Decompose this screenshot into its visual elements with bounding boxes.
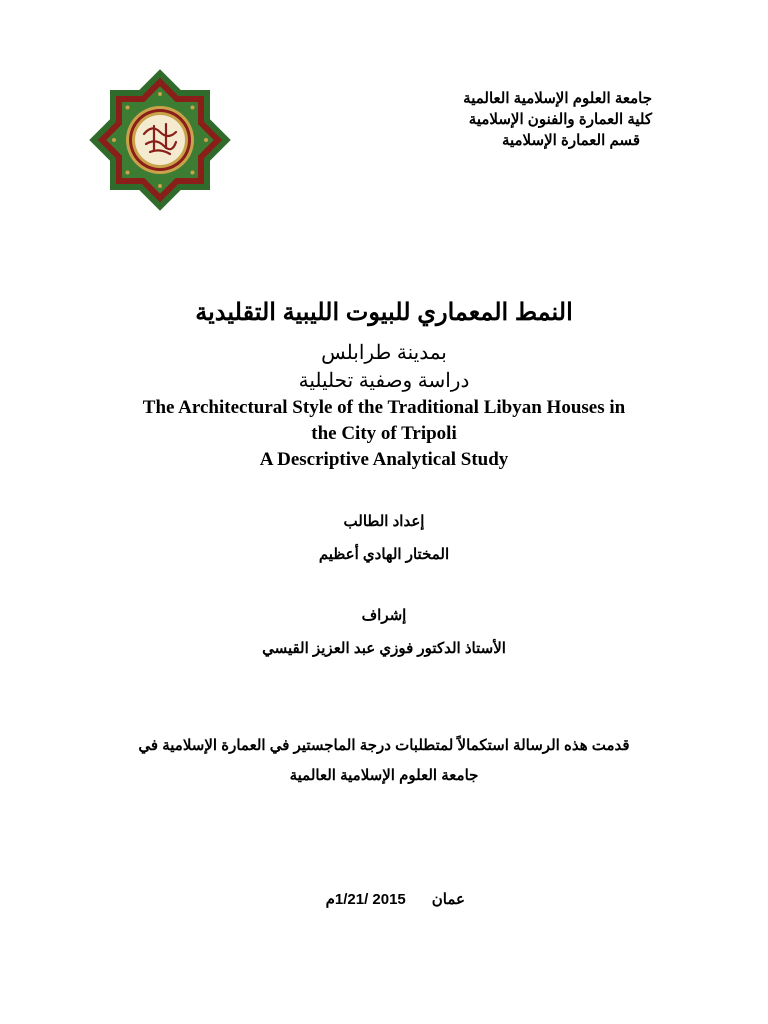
place-name: عمان (431, 891, 465, 908)
place-date (305, 890, 465, 908)
thesis-title-english-line3: A Descriptive Analytical Study (259, 449, 509, 470)
student-label: إعداد الطالب (343, 513, 425, 530)
submission-statement-line1: قدمت هذه الرسالة استكمالاً لمتطلبات درجة الماجستير في العمارة الإسلامية في (138, 737, 630, 754)
faculty-name: كلية العمارة والفنون الإسلامية (468, 111, 652, 128)
department-name: قسم العمارة الإسلامية (501, 132, 640, 149)
thesis-title-arabic: النمط المعماري للبيوت الليبية التقليدية (195, 299, 573, 326)
submission-date: 2015 /1/21م (325, 891, 406, 908)
thesis-subtitle-city: بمدينة طرابلس (321, 342, 447, 364)
university-name: جامعة العلوم الإسلامية العالمية (463, 90, 652, 107)
supervisor-label: إشراف (361, 607, 407, 624)
university-header (352, 88, 652, 151)
supervisor-name: الأستاذ الدكتور فوزي عبد العزيز القيسي (262, 640, 506, 657)
university-seal-icon (88, 68, 232, 212)
student-name: المختار الهادي أعظيم (318, 546, 450, 563)
thesis-title-english-line1: The Architectural Style of the Traditional Libyan Houses in (142, 397, 626, 418)
submission-statement-line2: جامعة العلوم الإسلامية العالمية (289, 767, 479, 784)
thesis-subtitle-study: دراسة وصفية تحليلية (298, 370, 470, 392)
thesis-title-english-line2: the City of Tripoli (311, 423, 457, 444)
